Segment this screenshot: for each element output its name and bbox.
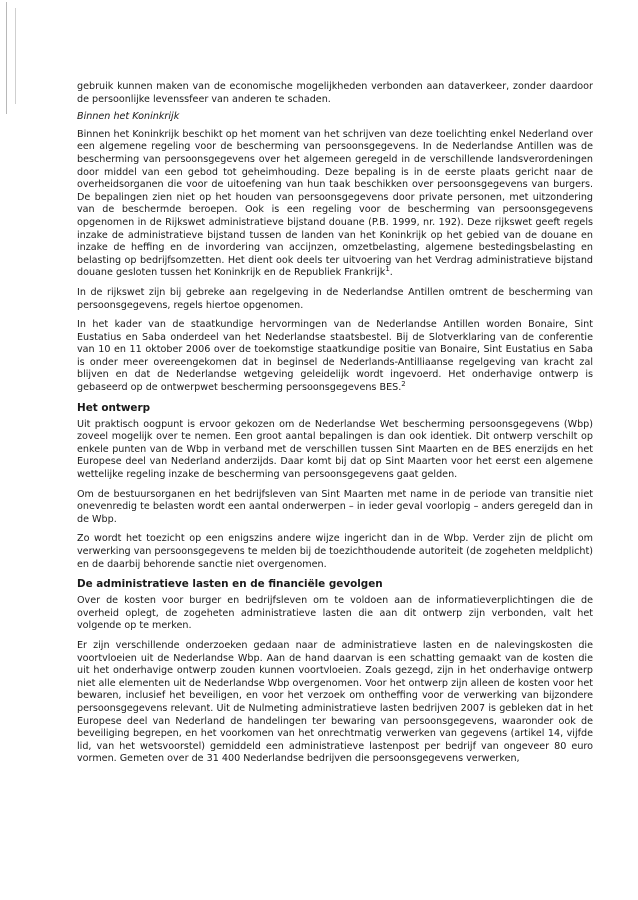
heading-het-ontwerp: Het ontwerp [77, 401, 151, 414]
paragraph-hervormingen-text: In het kader van de staatkundige hervormingen van de Nederlandse Antillen worden Bonaire, Sint Eustatius en Saba onderdeel van het Nederlandse staatsbestel. Bij de Slotverklaring van de conferentie van 10 en 11 oktober 2006 over de toekomstige staatkundige positie van Bonaire, Sint Eustatius en Saba is onder meer overeengekomen dat in beginsel de Nederlands-Antilliaanse regelgeving van kracht zal blijven en dat de Nederlandse wetgeving geleidelijk wordt ingevoerd. Het onderhavige ontwerp is gebaseerd op de ontwerpwet bescherming persoonsgegevens BES. [77, 319, 593, 394]
scan-edge-mark [6, 2, 23, 114]
paragraph-koninkrijk [77, 129, 593, 280]
footnote-ref-2: 2 [401, 379, 406, 388]
paragraph-onderzoeken: Er zijn verschillende onderzoeken gedaan naar de administratieve lasten en de nalevingskosten die voortvloeien uit de Nederlandse Wbp. Aan de hand daarvan is een schatting gemaakt van de kosten die uit het onderhavige ontwerp zouden kunnen voortvloeien. Zoals gezegd, zijn in het onderhavige ontwerp niet alle elementen uit de Nederlandse Wbp overgenomen. Voor het ontwerp zijn alleen de kosten voor het bewaren, inclusief het beveiligen, en voor het verzoek om ontheffing voor de verwerking van bijzondere persoonsgegevens relevant. Uit de Nulmeting administratieve lasten bedrijven 2007 is gebleken dat in het Europese deel van Nederland de handelingen ter bewaring van persoonsgegevens, waaronder ook de beveiliging begrepen, en het voorkomen van het onrechtmatig verwerken van gegevens (artikel 14, vijfde lid, van het wetsvoorstel) gemiddeld een administratieve lastenpost per bedrijf van ongeveer 80 euro vormen. Gemeten over de 31 400 Nederlandse bedrijven die persoonsgegevens verwerken, [77, 639, 593, 765]
paragraph-koninkrijk-end: . [389, 267, 393, 279]
paragraph-ontwerp: Uit praktisch oogpunt is ervoor gekozen om de Nederlandse Wet bescherming persoonsgegevens (Wbp) zoveel mogelijk over te nemen. Een groot aantal bepalingen is dan ook identiek. Dit ontwerp verschilt op enkele punten van de Wbp in verband met de verschillen tussen Sint Maarten en de BES enerzijds en het Europese deel van Nederland anderzijds. Daar komt bij dat op Sint Maarten voor het eerst een algemene wettelijke regeling inzake de bescherming van persoonsgegevens gaat gelden. [77, 418, 593, 481]
subheading-koninkrijk: Binnen het Koninkrijk [77, 111, 180, 123]
paragraph-intro: gebruik kunnen maken van de economische mogelijkheden verbonden aan dataverkeer, zonder daardoor de persoonlijke levenssfeer van anderen te schaden. [77, 81, 593, 105]
document-page [77, 81, 593, 773]
paragraph-koninkrijk-text: Binnen het Koninkrijk beschikt op het moment van het schrijven van deze toelichting enkel Nederland over een algemene regeling voor de bescherming van persoonsgegevens. In de Nederlandse Antillen was de bescherming van persoonsgegevens over het algemeen geregeld in de verschillende landsverordeningen door middel van een gebod tot geheimhouding. Deze bepaling is in de eerste plaats gericht naar de overheidsorganen die voor de uitoefening van hun taak beschikken over persoonsgegevens van burgers. De bepalingen zien niet op het houden van persoonsgegevens door private personen, met uitzondering van de beschermde beroepen. Ook is een regeling voor de bescherming van persoonsgegevens opgenomen in de Rijkswet administratieve bijstand douane (P.B. 1999, nr. 192). Deze rijkswet geeft regels inzake de administratieve bijstand tussen de landen van het Koninkrijk op het gebied van de douane en inzake de heffing en de invordering van accijnzen, omzetbelasting, algemene bestedingsbelasting en belasting op bedrijfsomzetten. Het dient ook deels ter uitvoering van het Verdrag administratieve bijstand douane gesloten tussen het Koninkrijk en de Republiek Frankrijk [77, 128, 593, 279]
heading-administratieve-lasten: De administratieve lasten en de financiële gevolgen [77, 578, 383, 591]
footnote-ref-1: 1 [385, 265, 390, 274]
paragraph-staatkundige-hervormingen [77, 319, 593, 395]
paragraph-bestuursorganen: Om de bestuursorganen en het bedrijfsleven van Sint Maarten met name in de periode van transitie niet onevenredig te belasten wordt een aantal onderwerpen – in ieder geval voorlopig – anders geregeld dan in de Wbp. [77, 488, 593, 525]
paragraph-toezicht: Zo wordt het toezicht op een enigszins andere wijze ingericht dan in de Wbp. Verder zijn de plicht om verwerking van persoonsgegevens te melden bij de toezichthoudende autoriteit (de zogeheten meldplicht) en de daarbij behorende sanctie niet overgenomen. [77, 533, 593, 570]
paragraph-rijkswet: In de rijkswet zijn bij gebreke aan regelgeving in de Nederlandse Antillen omtrent de bescherming van persoonsgegevens, regels hiertoe opgenomen. [77, 286, 593, 311]
paragraph-kosten: Over de kosten voor burger en bedrijfsleven om te voldoen aan de informatieverplichtingen die de overheid oplegt, de zogeheten administratieve lasten die aan dit ontwerp zijn verbonden, valt het volgende op te merken. [77, 595, 593, 632]
